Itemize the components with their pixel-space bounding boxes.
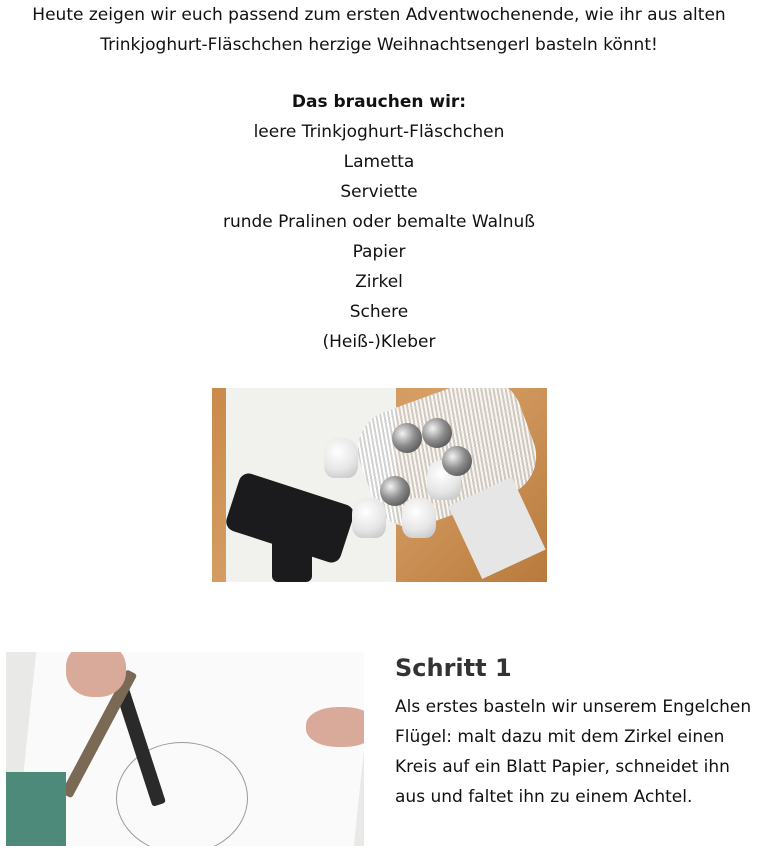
praline-ball [392, 423, 422, 453]
intro-text [0, 0, 758, 60]
materials-list [0, 117, 758, 357]
intro-line-1: Heute zeigen wir euch passend zum ersten Adventwochenende, wie ihr aus alten [32, 5, 726, 25]
list-item: Papier [352, 242, 406, 262]
list-item: Zirkel [355, 272, 403, 292]
praline-ball [422, 418, 452, 448]
praline-ball [442, 446, 472, 476]
book-cover [6, 772, 66, 846]
list-item: leere Trinkjoghurt-Fläschchen [253, 122, 505, 142]
bottle-cap [324, 438, 358, 478]
glue-gun-handle [272, 538, 312, 582]
step-text: Als erstes basteln wir unserem Engelchen Flügel: malt dazu mit dem Zirkel einen Kreis auf ein Blatt Papier, schneidet ihn aus und faltet ihn zu einem Achtel. [395, 697, 752, 807]
hand [66, 652, 126, 697]
materials-heading: Das brauchen wir: [291, 92, 467, 112]
list-item: runde Pralinen oder bemalte Walnuß [222, 212, 536, 232]
list-item: Serviette [340, 182, 418, 202]
materials-photo [212, 388, 547, 582]
step-title: Schritt 1 [395, 654, 512, 682]
materials-section [0, 87, 758, 357]
compass-photo [6, 652, 364, 846]
bottle-cap [352, 498, 386, 538]
hand [306, 707, 364, 747]
step-1-section [395, 650, 755, 812]
praline-ball [380, 476, 410, 506]
list-item: Schere [349, 302, 409, 322]
list-item: Lametta [343, 152, 415, 172]
list-item: (Heiß-)Kleber [322, 332, 436, 352]
intro-line-2: Trinkjoghurt-Fläschchen herzige Weihnachtsengerl basteln könnt! [100, 35, 658, 55]
bottle-cap [402, 498, 436, 538]
